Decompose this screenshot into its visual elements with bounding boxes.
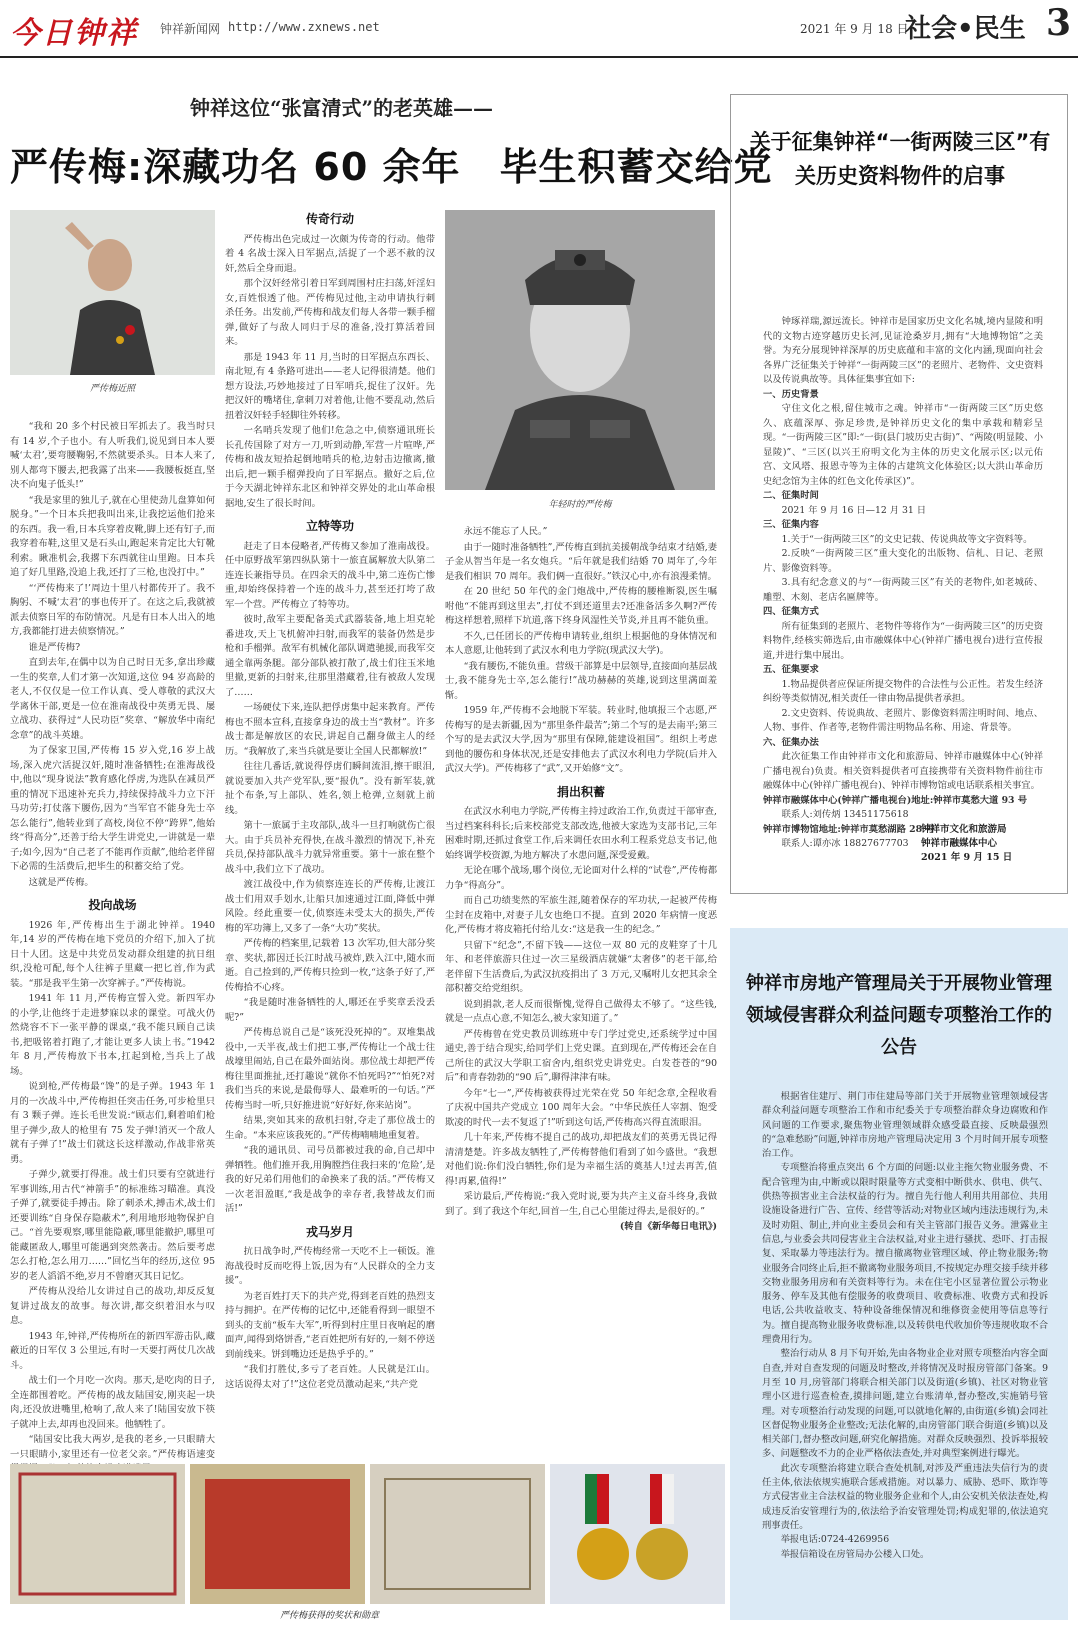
col1-paragraphs xyxy=(10,420,215,890)
story-column-1 xyxy=(10,420,215,1460)
notice1-paragraph: 3.具有纪念意义的与“一街两陵三区”有关的老物件,如老城砖、雕塑、木刻、老店名匾牌等。 xyxy=(763,577,1043,603)
notice1-heading: 六、征集办法 xyxy=(763,736,819,748)
notice1-date: 2021 年 9 月 15 日 xyxy=(921,852,1013,863)
col1b-paragraphs xyxy=(10,919,215,1477)
notice1-contact: 联系人:刘传炳 13451175618 xyxy=(781,809,909,820)
paragraph: “我和 20 多个村民被日军抓去了。我当时只有 14 岁,个子也小。有人听我们,说见到日本人要喊‘太君’,要弯腰鞠躬,不然就要杀头。日本人来了,别人都弯下腰去,把我露了出来——我腰板挺直,坚决不向鬼子低头!” xyxy=(10,421,215,490)
story-column-2 xyxy=(225,212,435,1457)
photo-portrait-current xyxy=(10,210,215,375)
notice-history-collection xyxy=(730,94,1068,894)
paragraph: 严传梅出色完成过一次颇为传奇的行动。他带着 4 名战士深入日军据点,活捉了一个恶不赦的汉奸,然后全身而退。 xyxy=(225,233,435,274)
story-column-3 xyxy=(445,525,717,1460)
subhead-donation: 捐出积蓄 xyxy=(556,784,605,799)
issue-date: 2021 年 9 月 18 日 xyxy=(800,22,909,36)
paragraph: 直到去年,在偶中以为自己时日无多,拿出珍藏一生的奖章,人们才第一次知道,这位 94 岁高龄的老人,不仅仅是一位工作认真、受人尊敬的武汉大学离休干部,更是一位在淮南战役中英勇无畏、屡立战功、获得过“人民功臣”奖章、“解放华中南纪念章”的战斗英雄。 xyxy=(10,657,215,741)
paragraph: 今年“七一”,严传梅被获得过光荣在党 50 年纪念章,全程收看了庆祝中国共产党成立 100 周年大会。“中华民族任人宰割、饱受欺凌的时代一去不复返了!”听到这句话,严传梅高兴得直流眼泪。 xyxy=(445,1087,717,1128)
notice2-body xyxy=(762,1090,1048,1562)
notice1-heading: 三、征集内容 xyxy=(763,519,819,530)
notice1-heading: 五、征集要求 xyxy=(763,664,819,675)
paragraph: 说到捐款,老人反而很惭愧,觉得自己做得太不够了。“这些钱,就是一点点心意,不知怎么,被大家知道了。” xyxy=(445,998,717,1024)
paragraph: 战士们一个月吃一次肉。那天,是吃肉的日子,全连都围着吃。严传梅的战友陆国安,刚夹起一块肉,还没放进嘴里,枪响了,敌人来了!陆国安放下筷子就冲上去,却再也没回来。他牺牲了。 xyxy=(10,1375,215,1430)
paragraph: “我是随时准备牺牲的人,哪还在乎奖章丢没丢呢?” xyxy=(225,997,435,1023)
notice1-paragraph: 守住文化之根,留住城市之魂。钟祥市“一街两陵三区”历史悠久、底蕴深厚、弥足珍贵,是钟祥历史文化的集中承载和精彩呈现。“一街两陵三区”即:“一街(县门坡历史古街)”、“两陵(明显陵、小显陵)”、“三区(以兴王府明文化为主体的历史文化展示区;以元佑宫、文风塔、报恩寺等为主体的古建筑文化体验区;以大洪山革命历史纪念馆为主体的红色文化传承区)”。 xyxy=(763,403,1043,487)
paragraph: “‘严传梅来了!’周边十里八村都传开了。我不胸躬、不喊‘太君’的事也传开了。在这之后,我就被派去侦察日军的布防情况。凡是有日本人出入的地方,我都能打进去侦察情况。” xyxy=(10,582,215,637)
notice2-title: 钟祥市房地产管理局关于开展物业管理领域侵害群众利益问题专项整治工作的公告 xyxy=(746,973,1052,1058)
notice1-heading: 四、征集方式 xyxy=(763,606,819,617)
notice1-contact: 联系人:谭亦冰 18827677703 xyxy=(781,838,909,849)
paragraph: 永远不能忘了人民。” xyxy=(463,526,548,537)
subhead-battlefield: 投向战场 xyxy=(88,898,137,912)
photo-strip-certificates xyxy=(10,1464,725,1604)
notice1-body xyxy=(763,315,1043,852)
paragraph: 抗日战争时,严传梅经常一天吃不上一顿饭。淮海战役时反而吃得上饭,因为有“人民群众的全力支援”。 xyxy=(225,1246,435,1286)
notice1-heading: 二、征集时间 xyxy=(763,490,819,501)
paragraph: “我有腰伤,不能负重。营级干部算是中层领导,直接面向基层战士,我不能身先士卒,怎么能行!”战功赫赫的英雄,说到这里满面羞惭。 xyxy=(445,660,717,701)
paragraph: 1926 年,严传梅出生于湖北钟祥。1940 年,14 岁的严传梅在地下党员的介绍下,加入了抗日十人团。这是中共党员发动群众组建的抗日组织,没枪可配,每个人往裤子里藏一把匕首,作为武装。“那是我平生第一次穿裤子。”严传梅说。 xyxy=(10,919,215,989)
paragraph: 严传梅的档案里,记载着 13 次军功,但大部分奖章、奖状,都因迁长江时战马被炸,跌入江中,随水而逝。自己捡到的,严传梅只捡到一枚,“这条子好了,严传梅拾不心疼。 xyxy=(225,938,435,993)
paragraph: 而自己功绩斐然的军旅生涯,随着保存的军功状,一起被严传梅尘封在皮箱中,对妻子儿女也绝口不提。直到 2020 年病情一度恶化,严传梅才将皮箱托付给儿女:“这是我一生的纪念。” xyxy=(445,895,717,935)
story-headline: 严传梅:深藏功名 60 余年 毕生积蓄交给党 xyxy=(10,145,773,189)
paragraph: 子弹少,就要打得准。战士们只要有空就进行军事训练,用古代“神箭手”的标准练习瞄准。真没子弹了,就要徒手搏击。除了刺杀术,搏击术,战士们还要训练“自身保存隐蔽术”,利用地形地物保护自己。“首先要观察,哪里能隐蔽,哪里能撤护,哪里可能藏匿敌人,哪里可能遇到突然袭击。然后要考虑怎么打枪,怎么用刀……”回忆当年的经历,这位 95 岁的老人滔滔不绝,岁月不曾磨灭其日记忆。 xyxy=(10,1169,215,1282)
notice1-address: 钟祥市融媒体中心(钟祥广播电视台)地址:钟祥市莫愁大道 93 号 xyxy=(763,794,1028,806)
notice2-paragraph: 整治行动从 8 月下旬开始,先由各物业企业对照专项整治内容全面自查,并对自查发现的问题及时整改,并将情况及时报房管部门备案。9 月至 10 月,房管部门将联合相关部门以及街道(乡镇)、社区对物业管理小区进行巡查检查,摸排问题,建立台账清单,督办整改,实施销号管理。对专项整治行动发现的问题,可以就地化解的,由街道(乡镇)会同社区督促物业服务企业整改;无法化解的,由房管部门联合街道(乡镇)以及相关部门,督办整改问题,研究化解措施。对群众反映强烈、投诉举报较多、问题整改不力的企业严格依法查处,并对典型案例进行曝光。 xyxy=(762,1348,1048,1460)
photo-portrait-current-caption: 严传梅近照 xyxy=(89,384,135,394)
site-url[interactable]: http://www.zxnews.net xyxy=(228,20,380,34)
paragraph: 这就是严传梅。 xyxy=(28,876,94,888)
paragraph: 严传梅曾在党史教员训练班中专门学过党史,还系统学过中国通史,善于结合现实,给同学们上党史课。直到现在,严传梅还会在自己所住的武汉大学职工宿舍内,组织党史讲党史。白发苍苍的“90 后”和青春勃勃的“90 后”,聊得津津有味。 xyxy=(445,1028,717,1083)
notice-property-management xyxy=(730,928,1068,1620)
paragraph: 那是 1943 年 11 月,当时的日军据点东西长、南北短,有 4 条路可进出——老人记得很清楚。他们想方设法,巧妙地接过了日军哨兵,捉住了汉奸。先把汉奸的嘴堵住,拿刺刀对着他,让他不要乱动,然后扭着汉奸轻手轻脚往外转移。 xyxy=(225,351,436,421)
paragraph: 采访最后,严传梅说:“我入党时说,要为共产主义奋斗终身,我做到了。到了我这个年纪,回首一生,自己心里能过得去,是很好的。” xyxy=(445,1191,717,1217)
paragraph: 赶走了日本侵略者,严传梅又参加了淮南战役。任中原野战军第四纵队第十一旅直属解放大队第二连连长兼指导员。在四余天的战斗中,第二连伤亡惨重,却始终保持着一个连的战斗力,甚至还打垮了敌军一个营。严传梅立了特等功。 xyxy=(225,540,435,610)
paragraph: 在武汉水利电力学院,严传梅主持过政治工作,负责过干部审查,当过档案科科长;后来校部党支部改选,他被大家选为支部书记,三年困难时期,还抓过食堂工作,后来调任农田水利工程系党总支书记,他始终调学校资源,为地方解决了水患问题,深受爱戴。 xyxy=(445,806,717,861)
paragraph: 为了保家卫国,严传梅 15 岁入党,16 岁上战场,深入虎穴活捉汉奸,随时准备牺牲;在淮海战役中,他以“现身说法”教育感化俘虏,为选队在减员严重的情况下迅速补充兵力,持续保持战斗力立下汗马功劳;打仗落下腰伤,因为“当军官不能身先士卒怎么能行”,他转业到了高校,岗位不停“跨界”,他始终“得高分”,还善于给大学生讲党史,一讲就是一辈子;如今,因为“自己老了不能再作贡献”,他给老伴留下必需的生活费后,把毕生的积蓄交给了党。 xyxy=(10,745,215,872)
paragraph: 往往几番话,就说得俘虏们瞬间流泪,擦干眼泪,就说要加入共产党军队,要“报仇”。没有新军装,就扯个布条,写上部队、姓名,领上枪弹,立刻就上前线。 xyxy=(225,761,435,816)
notice2-hotline: 举报电话:0724-4269956 xyxy=(780,1534,890,1546)
paragraph: 1959 年,严传梅不会地脱下军装。转业时,他填报三个志愿,严传梅写的是去新疆,因为“那里条件最苦”;第二个写的是去南平;第三个写的是去武汉大学,因为“那里有保障,能建设祖国”。组织上考虑到他的腰伤和身体状况,还是安排他去了武汉水利电力学院(后并入武汉大学)。严传梅移了“武”,又开始修“文”。 xyxy=(445,705,717,774)
paragraph: 谁是严传梅? xyxy=(28,641,81,653)
notice1-paragraph: 1.关于“一街两陵三区”的文史记载、传说典故等文字资料等。 xyxy=(781,533,1033,545)
notice1-intro: 钟琢祥瑞,源远流长。钟祥市是国家历史文化名城,境内显陵和明代的文物古迹穿越历史长河,见证沧桑岁月,拥有“大地博物馆”之美誉。为充分展现钟祥深厚的历史底蕴和丰富的文化内涵,现面向社会各界广泛征集关于钟祥“一街两陵三区”的老照片、老物件、文史资料以及传说典故等。具体征集事宜如下: xyxy=(763,316,1043,385)
notice1-signer: 钟祥市融媒体中心 xyxy=(921,838,998,849)
notice2-paragraph: 根据省住建厅、荆门市住建局等部门关于开展物业管理领域侵害群众利益问题专项整治工作和市纪委关于专项整治群众身边腐败和作风问题的工作要求,聚焦物业管理领域群众感受最直接、反映最强烈的“急难愁盼”问题,钟祥市房地产管理局决定用 3 个月时间开展专项整治工作。 xyxy=(762,1091,1048,1160)
paragraph: 在 20 世纪 50 年代的金门炮战中,严传梅的腰椎断裂,医生嘱咐他“不能再到这里去”,打仗不到还道里去?还准备活多久啊?严传梅这样想着,照样下坑道,落下终身风湿性关节炎,并且再不能负重。 xyxy=(445,586,717,626)
notice1-address: 钟祥市博物馆地址:钟祥市莫愁湖路 28 号 xyxy=(763,823,935,835)
notice1-paragraph: 此次征集工作由钟祥市文化和旅游局、钟祥市融媒体中心(钟祥广播电视台)负责。相关资料提供者可直接携带有关资料物件前往市融媒体中心(钟祥广播电视台)、钟祥市博物馆或电话联系相关事宜。 xyxy=(763,751,1043,791)
subhead-military-years: 戎马岁月 xyxy=(305,1224,354,1239)
paragraph: 一名哨兵发现了他们!危急之中,侦察通讯班长长孔传国除了对方一刀,听到动静,军营一片喧哗,严传梅和战友短拾起倒地哨兵的枪,边射击边撤离,撤出后,把一颗手榴弹投向了日军据点。撤好之后,位于今天湖北钟祥东北区和钟祥交界处的北山革命根据地,安生了很长时间。 xyxy=(225,425,435,509)
notice1-paragraph: 2.反映“一街两陵三区”重大变化的出版物、信札、日记、老照片、影像资料等。 xyxy=(763,548,1043,574)
site-name: 钟祥新闻网 xyxy=(160,22,221,36)
paragraph: 严传梅总说自己是“该死没死掉的”。双堆集战役中,一天半夜,战士们把工事,严传梅让一个战士往战壕里闹站,自己在最外面站岗。那位战士却把严传梅往里面推扯,还打趣说“就你不怕死吗?”“怕死?对我们当兵的来说,是最侮辱人、最难听的一句话。”严传梅当时一听,只好推进说“好好好,你来站岗”。 xyxy=(225,1027,435,1111)
paragraph: 1941 年 11 月,严传梅宣誓入党。新四军办的小学,让他终于走进梦寐以求的课堂。可战火仍然烧容不下一张平静的课桌,“我不能只顾自己读书,把吸铭着打跑了,才能让更多人读上书。”1942 年 8 月,严传梅放下书本,扛起到枪,当兵上了战场。 xyxy=(10,993,215,1077)
paragraph: 为老百姓打天下的共产党,得到老百姓的热烈支持与拥护。在严传梅的记忆中,还能看得到一眼望不到头的支前“板车大军”,听得到村庄里日夜响起的磨面声,闻得到烙饼香,“老百姓把所有好的,一刻不停送到前线来。饼到嘴边还是热乎乎的。” xyxy=(225,1290,435,1360)
photo-strip-caption: 严传梅获得的奖状和勋章 xyxy=(280,1611,380,1621)
paragraph: 结果,突如其来的敌机扫射,夺走了那位战士的生命。“本来应该我死的。”严传梅喃喃地重复着。 xyxy=(225,1115,435,1141)
newspaper-logo: 今日钟祥 xyxy=(10,16,138,51)
masthead xyxy=(0,0,1078,58)
notice1-paragraph: 1.物品提供者应保证所提交物件的合法性与公正性。若发生经济纠纷等类似情况,相关责任一律由物品提供者承担。 xyxy=(763,678,1043,704)
paragraph: “我们打胜仗,多亏了老百姓。人民就是江山。这话说得太对了!”这位老党员激动起来,“共产党 xyxy=(225,1364,435,1390)
notice1-paragraph: 2021 年 9 月 16 日—12 月 31 日 xyxy=(781,504,927,516)
paragraph: 由于一随时准备牺牲”,严传梅直到抗美援朝战争结束才结婚,妻子金从智当年是一名女炮兵。“后年就是我们结婚 70 周年了,今年是我们相识 70 周年。我们俩一直很好。”铁汉心中,亦有浪漫柔情。 xyxy=(445,541,717,582)
notice1-signer: 钟祥市文化和旅游局 xyxy=(921,824,1007,835)
paragraph: “我是家里的独儿子,就在心里使劲儿盘算如何脱身。”一个日本兵把我叫出来,让我挖运他们抢来的东西。我一看,日本兵穿着皮靴,脚上还有钉子,而我穿着布鞋,这里又是石头山,跑起来肯定比大钉靴利索。瞅准机会,我撂下东西就往山里跑。日本兵追了好几里路,没追上我,还打了三枪,也没打中。” xyxy=(10,494,215,578)
notice2-mailbox: 举报信箱设在房管局办公楼入口处。 xyxy=(780,1548,930,1560)
page-number: 3 xyxy=(1046,2,1072,44)
paragraph: 无论在哪个战场,哪个岗位,无论面对什么样的“试卷”,严传梅都力争“得高分”。 xyxy=(445,865,717,891)
paragraph: 那个汉奸经常引着日军到周围村庄扫荡,奸淫妇女,百姓恨透了他。严传梅见过他,主动申请执行刺杀任务。出发前,严传梅和战友们每人各带一颗手榴弹,做好了与敌人同归于尽的准备,没打算活着回来。 xyxy=(225,278,435,347)
paragraph: “我的通讯员、司号员都被过我的命,自己却中弹牺牲。他们推开我,用胸膛挡住我扫来的‘危险’,是我的好兄弟们用他们的命换来了我的活。”严传梅又一次老泪盈眶,“我是战争的幸存者,我替战友们而活!” xyxy=(225,1145,435,1214)
notice1-signature xyxy=(921,823,1012,865)
section-title: 社会•民生 xyxy=(905,14,1026,44)
paragraph: 1943 年,钟祥,严传梅所在的新四军游击队,藏蔽近的日军仅 3 公里远,有时一天要打两仗几次战斗。 xyxy=(10,1330,215,1371)
paragraph: 第十一旅属于主攻部队,战斗一旦打响就伤亡很大。由于兵员补充得快,在战斗激烈的情况下,补充兵员,保持部队战斗力就异常重要。第十一旅在整个战斗中,我们立下了战功。 xyxy=(225,820,435,875)
paragraph: 只留下“纪念”,不留下钱——这位一双 80 元的皮鞋穿了十几年、和老伴旅游只住过一次三星级酒店就嫌“太奢侈”的老干部,给老伴留下生活费后,为武汉抗疫捐出了 3 万元,又嘱咐儿女把其余全部积蓄交给党组织。 xyxy=(445,939,717,994)
photo-portrait-young-caption: 年轻时的严传梅 xyxy=(548,500,612,510)
notice1-heading: 一、历史背景 xyxy=(763,388,819,400)
paragraph: 渡江战役中,作为侦察连连长的严传梅,让渡江战士们用双手划水,让船只加速通过江面,降低中弹风险。经此重要一仗,侦察连未受太大的损失,严传梅的军功簿上,又多了一条“大功”奖状。 xyxy=(225,879,435,934)
subhead-legend-action: 传奇行动 xyxy=(305,212,354,226)
paragraph: “陆国安比我大两岁,是我的老乡,一只眼睛大一只眼睛小,家里还有一位老父亲。”严传梅语速变 xyxy=(10,1434,215,1460)
paragraph: 几十年来,严传梅不提自己的战功,却把战友们的英勇无畏记得清清楚楚。许多战友牺牲了,严传梅替他们看到了如今盛世。“我想对他们说:你们没白牺牲,你们是为幸福生活的奠基人!过去再苦,值得!再累,值得!” xyxy=(445,1132,717,1187)
notice1-paragraph: 所有征集到的老照片、老物件等将作为“一街两陵三区”的历史资料物件,经核实筛选后,由市融媒体中心(钟祥广播电视台)进行宣传报道,并进行集中展出。 xyxy=(763,620,1043,661)
subhead-special-merit: 立特等功 xyxy=(305,519,354,533)
paragraph: 严传梅从没给儿女讲过自己的战功,却反反复复讲过战友的故事。每次讲,都交织着泪水与叹息。 xyxy=(10,1286,215,1326)
notice2-paragraph: 专项整治将重点突出 6 个方面的问题:以业主拖欠物业服务费、不配合管理为由,中断或以限时限量等方式变相中断供水、供电、供气、供热等损害业主合法权益的行为。擅自先行他人利用共用部位、共用设施设备进行广告、宣传、经营等活动;对物业区域内违法违规行为,未及时劝阻、制止,并向业主委员会和有关主管部门报告义务。泄露业主信息,与业委会共同侵害业主合法权益,对业主进行骚扰、恐吓、打击报复、采取暴力等违法行为。擅自撤离物业管理区域、停止物业服务;物业服务合同终止后,拒不撤离物业服务项目,不按规定办理交接手续并移交物业服务用房和有关资料等行为。未在住宅小区显著位置公示物业服务、停车及其他有偿服务的收费项目、收费标准、收费方式和投诉电话,公共收益收支、特种设备维保情况和维修资金使用等信息等行为。擅自提高物业服务收费标准,以及转供电代收加价等违规收取不合理费用行为。 xyxy=(762,1162,1048,1346)
notice1-paragraph: 2.文史资料、传说典故、老照片、影像资料需注明时间、地点、人物、事件、作者等,老物件需注明物品名称、用途、背景等。 xyxy=(763,707,1043,733)
paragraph: 彼时,敌军主要配备美式武器装备,地上坦克轮番进攻,天上飞机俯冲扫射,而我军的装备仍然是步枪和手榴弹。敌军有机械化部队调遣驰援,而我军交通全靠两条腿。部分部队被打散了,战士们往玉米地里撤,更新的扫射来,往那里潜藏着,往有被敌人发现了…… xyxy=(225,614,435,698)
story-source: (转自《新华每日电讯》) xyxy=(619,1221,717,1232)
photo-portrait-young xyxy=(445,210,715,490)
story-kicker: 钟祥这位“张富清式”的老英雄—— xyxy=(190,96,494,120)
notice1-title: 关于征集钟祥“一街两陵三区”有关历史资料物件的启事 xyxy=(749,130,1051,188)
paragraph: 说到枪,严传梅最“馋”的是子弹。1943 年 1 月的一次战斗中,严传梅担任突击任务,可步枪里只有 3 颗子弹。连长毛世发说:“顾志们,剩着咱们枪里子弹少,敌人的枪里有 75 发子弹!消灭一个敌人就有子弹了!”战士们就这长这样激动,作战非常英勇。 xyxy=(10,1081,215,1165)
paragraph: 不久,已任团长的严传梅申请转业,组织上根据他的身体情况和本人意愿,让他转到了武汉水利电力学院(现武汉大学)。 xyxy=(445,630,717,656)
paragraph: 一场硬仗下来,连队把俘虏集中起来教育。严传梅也不照本宣科,直接拿身边的战士当“教材”。许多战士都是解放区的农民,讲起自己翻身做主人的经历。“我解放了,来当兵就是要让全国人民都解放!” xyxy=(225,702,435,757)
notice2-paragraph: 此次专项整治将建立联合查处机制,对涉及严重违法失信行为的责任主体,依法依规实施联合惩戒措施。对以暴力、威胁、恐吓、欺诈等方式侵害业主合法权益的物业服务企业和个人,由公安机关依法查处,构成违反治安管理行为的,依法给予治安管理处罚;构成犯罪的,依法追究刑事责任。 xyxy=(762,1462,1048,1531)
